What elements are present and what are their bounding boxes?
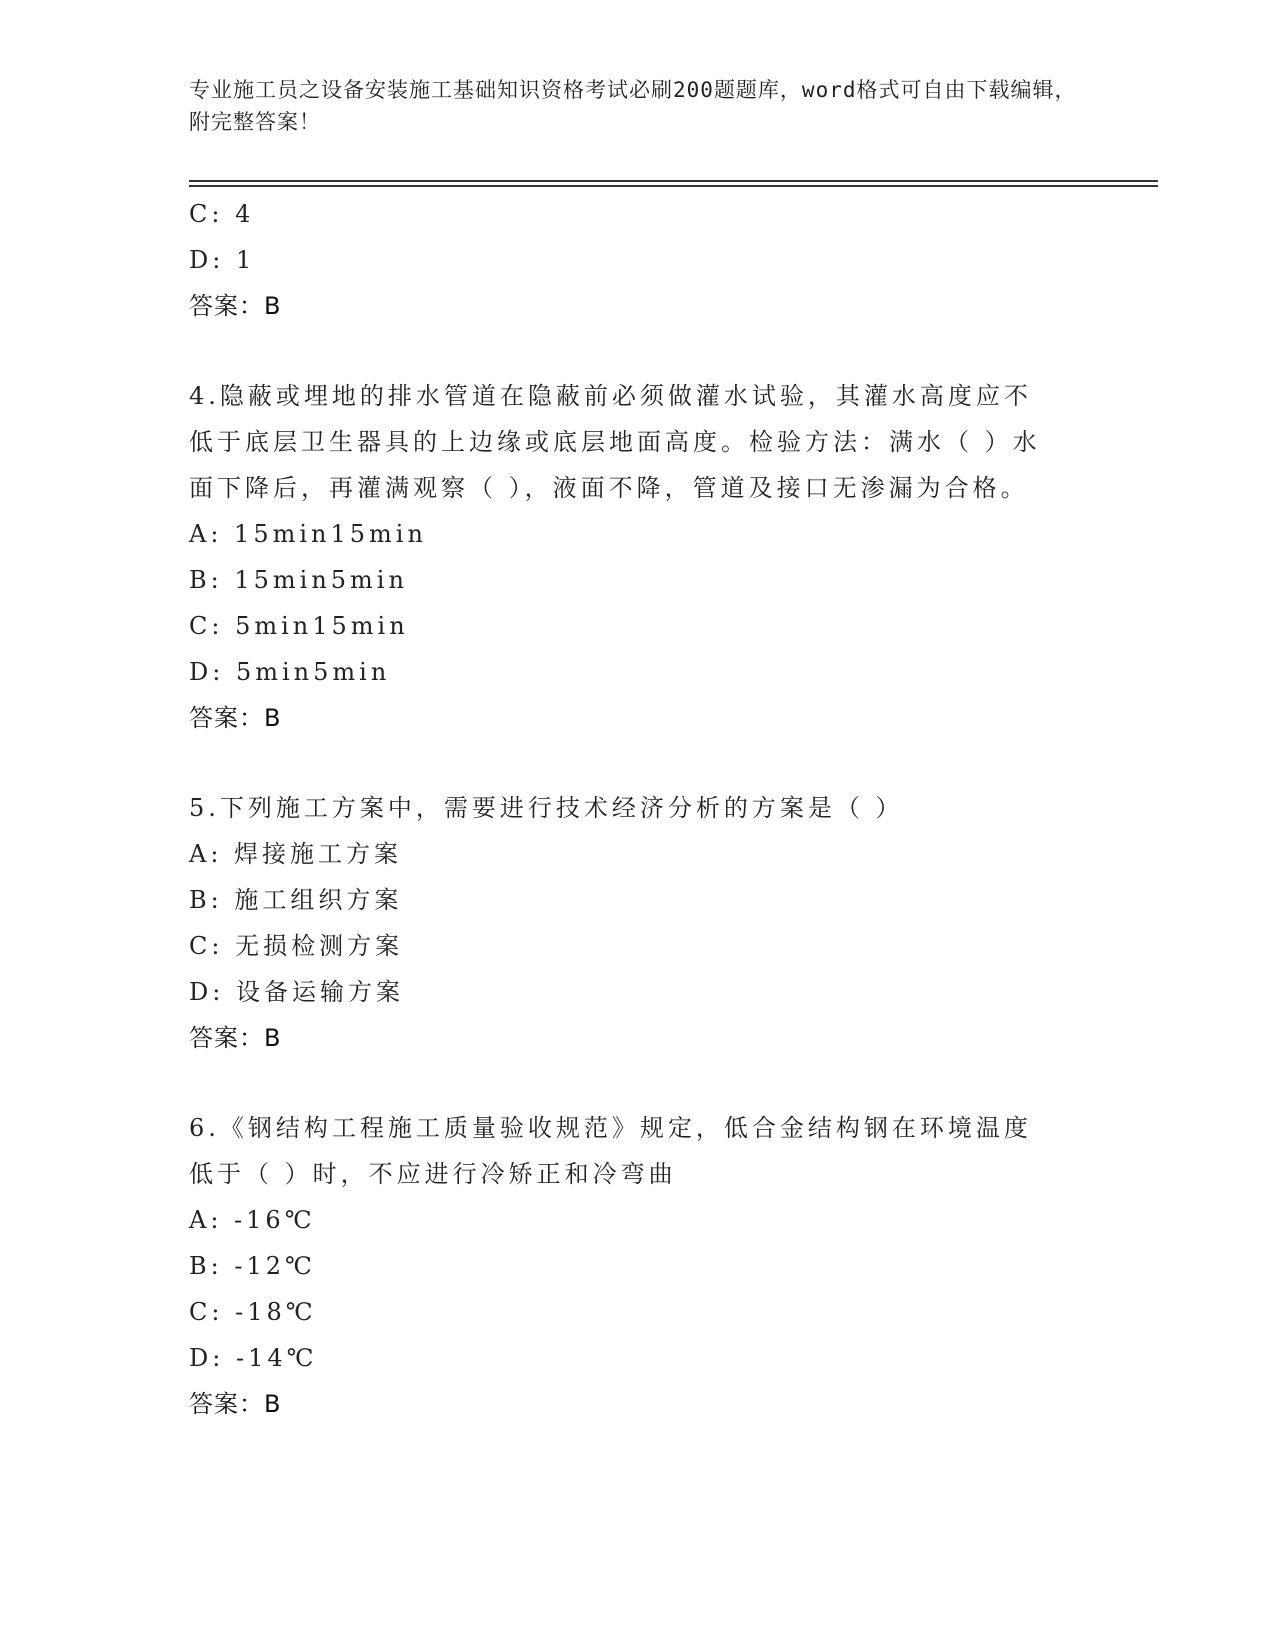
answer-label: 答案：B (189, 704, 282, 732)
answer-label: 答案：B (189, 1390, 282, 1418)
question-text-line: 4.隐蔽或埋地的排水管道在隐蔽前必须做灌水试验，其灌水高度应不 (189, 382, 1032, 410)
question-text-line: 5.下列施工方案中，需要进行技术经济分析的方案是（ ） (189, 794, 904, 822)
option-c: C: 5min15min (189, 612, 409, 640)
answer-label: 答案：B (189, 292, 282, 320)
header-divider-top (189, 180, 1158, 182)
option-a: A: -16℃ (189, 1206, 316, 1234)
option-d: D: 设备运输方案 (189, 978, 404, 1006)
question-list (189, 191, 1089, 1427)
option-d: D: 1 (189, 246, 256, 274)
question-text-line: 6.《钢结构工程施工质量验收规范》规定，低合金结构钢在环境温度 (189, 1114, 1032, 1142)
option-a: A: 15min15min (189, 520, 427, 548)
option-b: B: 15min5min (189, 566, 408, 594)
question-text-line: 面下降后，再灌满观察（ ），液面不降，管道及接口无渗漏为合格。 (189, 474, 1029, 502)
question-text-line: 低于（ ）时，不应进行冷矫正和冷弯曲 (189, 1160, 677, 1188)
question-block-4 (189, 373, 1089, 741)
option-b: B: 施工组织方案 (189, 886, 403, 914)
header-divider-bottom (189, 185, 1158, 187)
option-a: A: 焊接施工方案 (189, 840, 403, 868)
option-b: B: -12℃ (189, 1252, 316, 1280)
option-d: D: -14℃ (189, 1344, 318, 1372)
header-title: 专业施工员之设备安装施工基础知识资格考试必刷200题题库，word格式可自由下载编辑，附完整答案！ (189, 78, 1077, 134)
option-c: C: 无损检测方案 (189, 932, 404, 960)
question-block-6 (189, 1105, 1089, 1427)
option-c: C: -18℃ (189, 1298, 317, 1326)
option-d: D: 5min5min (189, 658, 391, 686)
question-block-5 (189, 785, 1089, 1061)
question-block-3 (189, 191, 1089, 329)
document-header (189, 74, 1089, 138)
question-text-line: 低于底层卫生器具的上边缘或底层地面高度。检验方法：满水（ ）水 (189, 428, 1041, 456)
answer-label: 答案：B (189, 1024, 282, 1052)
option-c: C: 4 (189, 200, 255, 228)
